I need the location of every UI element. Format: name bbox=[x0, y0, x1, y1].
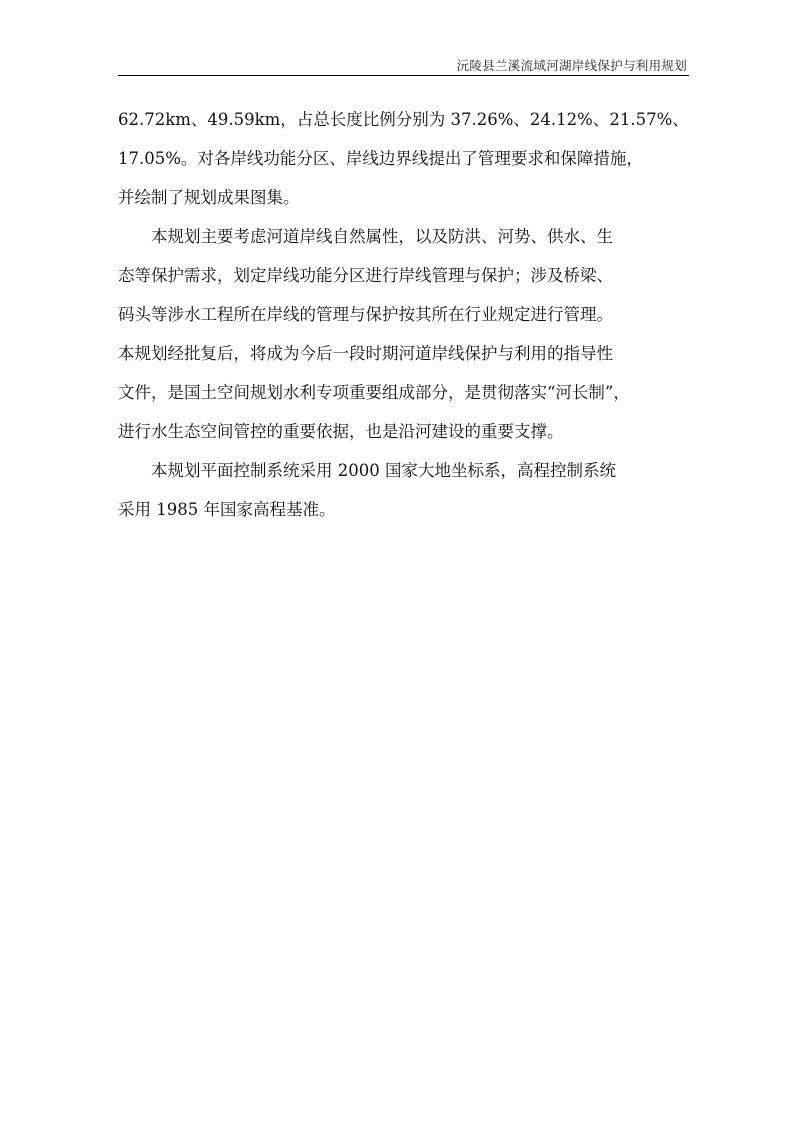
text-line: 进行水生态空间管控的重要依据，也是沿河建设的重要支撑。 bbox=[118, 422, 564, 441]
text-line: 文件，是国土空间规划水利专项重要组成部分，是贯彻落实“河长制”， bbox=[118, 383, 630, 402]
text-line: 62.72km、49.59km，占总长度比例分别为 37.26%、24.12%、21.57%、 bbox=[118, 110, 689, 129]
text-line: 17.05%。对各岸线功能分区、岸线边界线提出了管理要求和保障措施， bbox=[118, 149, 643, 168]
text-line: 码头等涉水工程所在岸线的管理与保护按其所在行业规定进行管理。 bbox=[118, 305, 613, 324]
text-line: 本规划经批复后，将成为今后一段时期河道岸线保护与利用的指导性 bbox=[118, 344, 613, 363]
text-line: 并绘制了规划成果图集。 bbox=[118, 188, 300, 207]
document-body bbox=[118, 100, 693, 529]
paragraph-2 bbox=[118, 217, 693, 451]
text-line: 本规划平面控制系统采用 2000 国家大地坐标系，高程控制系统 bbox=[151, 461, 616, 480]
text-line: 采用 1985 年国家高程基准。 bbox=[118, 500, 336, 519]
paragraph-3 bbox=[118, 451, 693, 529]
text-line: 态等保护需求，划定岸线功能分区进行岸线管理与保护；涉及桥梁、 bbox=[118, 266, 613, 285]
page-header bbox=[118, 55, 689, 76]
text-line: 本规划主要考虑河道岸线自然属性，以及防洪、河势、供水、生 bbox=[151, 227, 613, 246]
header-title: 沅陵县兰溪流域河湖岸线保护与利用规划 bbox=[456, 58, 687, 73]
paragraph-1 bbox=[118, 100, 693, 217]
